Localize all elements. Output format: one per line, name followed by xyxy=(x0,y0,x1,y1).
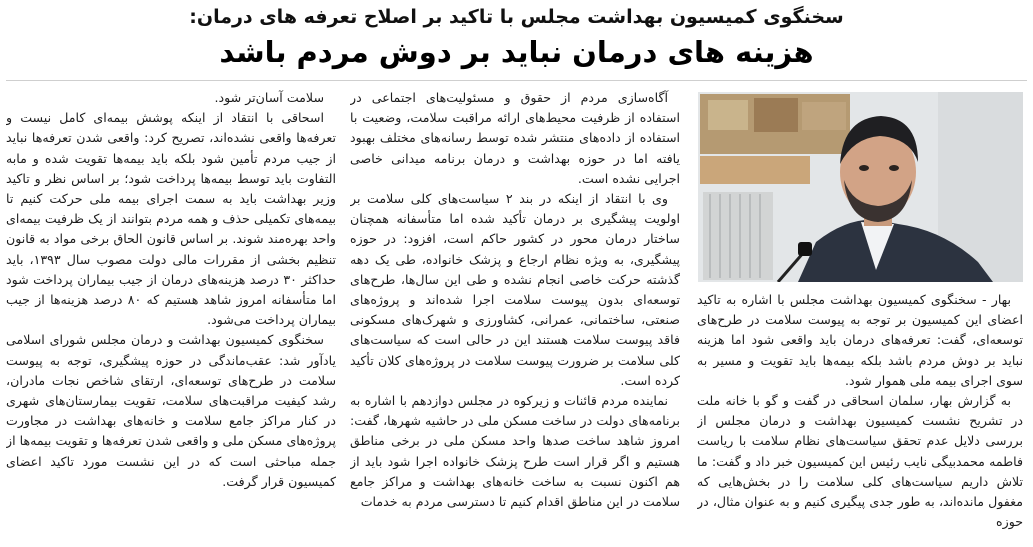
paragraph: به گزارش بهار، سلمان اسحاقی در گفت و گو با خانه ملت در تشریح نشست کمیسیون بهداشت و درمان مجلس از بررسی دلایل عدم تحقق سیاست‌های نظام سلامت با ریاست فاطمه محمدبیگی نایب رئیس این کمیسیون خبر داد و گفت: ما تلاش داریم سیاست‌های کلی سلامت را در بخش‌هایی که مغفول مانده‌اند، به طور جدی پیگیری کنیم و به عنوان مثال، در حوزه xyxy=(697,393,1023,530)
headline-divider xyxy=(6,80,1027,81)
paragraph: سخنگوی کمیسیون بهداشت و درمان مجلس شورای اسلامی یادآور شد: عقب‌ماندگی در حوزه پیشگیری، توجه به پیوست سلامت در طرح‌های توسعه‌ای، ارتقای شاخص نجات مادران، رشد کیفیت مراقبت‌های سلامت، تقویت بیمارستان‌های شهری در کنار مراکز جامع سلامت و خانه‌های بهداشت در مجاورت پروژه‌های مسکن ملی و واقعی شدن تعرفه‌ها و تقویت بیمه‌ها از جمله مباحثی است که در این نشست مورد تاکید اعضای کمیسیون قرار گرفت. xyxy=(6,332,336,489)
article-headline: هزینه های درمان نباید بر دوش مردم باشد xyxy=(219,35,814,69)
paragraph: سلامت آسان‌تر شود. xyxy=(214,90,324,105)
article-photo xyxy=(698,92,1023,282)
paragraph: اسحاقی با انتقاد از اینکه پوشش بیمه‌ای کامل نیست و تعرفه‌ها واقعی نشده‌اند، تصریح کرد: واقعی شدن تعرفه‌ها نباید از جیب مردم تأمین شود بلکه باید بیمه‌ها تقویت شده و مابه التفاوت باید توسط بیمه‌ها پرداخت شود؛ بر اساس نظر و تاکید وزیر بهداشت باید به سمت اجرای بیمه ملی حرکت کنیم تا بیمه‌های تکمیلی حذف و همه مردم بتوانند از یک ظرفیت بیمه‌ای واحد بهره‌مند شوند. بر اساس قانون الحاق برخی مواد به قانون تنظیم بخشی از مقررات مالی دولت مصوب سال ۱۳۹۳، باید حداکثر ۳۰ درصد هزینه‌های درمان از جیب بیماران پرداخت شود اما متأسفانه امروز شاهد هستیم که ۸۰ درصد هزینه‌ها از جیب بیماران پرداخت می‌شود. xyxy=(6,110,336,328)
article-kicker: سخنگوی کمیسیون بهداشت مجلس با تاکید بر اصلاح تعرفه های درمان: xyxy=(189,6,844,28)
paragraph: آگاه‌سازی مردم از حقوق و مسئولیت‌های اجتماعی در استفاده از ظرفیت محیط‌های ارائه مراقبت سلامت، وضعیت با استفاده از داده‌های منتشر شده توسط رسانه‌های مختلف بهبود یافته اما در حوزه بهداشت و درمان برنامه میدانی خاصی اجرایی نشده است. xyxy=(350,90,680,186)
paragraph: وی با انتقاد از اینکه در بند ۲ سیاست‌های کلی سلامت بر اولویت پیشگیری بر درمان تأکید شده اما متأسفانه همچنان ساختار درمان محور در کشور حاکم است، افزود: در حوزه پیشگیری، به ویژه نظام ارجاع و پزشک خانواده، طی یک دهه گذشته حرکت خاصی انجام نشده و طی این سال‌ها، طرح‌های توسعه‌ای بدون پیوست سلامت اجرا شده‌اند و پروژه‌های صنعتی، ساختمانی، عمرانی، کشاورزی و شهرک‌های مسکونی فاقد پیوست سلامت هستند این در حالی است که سیاست‌های کلی سلامت بر ضرورت پیوست سلامت در پروژه‌های کلان تأکید کرده است. xyxy=(350,191,680,388)
paragraph: نماینده مردم قائنات و زیرکوه در مجلس دوازدهم با اشاره به برنامه‌های دولت در ساخت مسکن ملی در حاشیه شهرها، گفت: امروز شاهد ساخت صدها واحد مسکن ملی در برخی مناطق هستیم و اگر قرار است طرح پزشک خانواده اجرا شود باید از هم اکنون نسبت به ساخت خانه‌های بهداشت و مراکز جامع سلامت در این مناطق اقدام کنیم تا دسترسی مردم به خدمات xyxy=(350,393,680,510)
article-column-left xyxy=(6,88,336,543)
speaker-photo-illustration xyxy=(698,92,1023,282)
article-column-right xyxy=(697,290,1023,545)
article-column-middle xyxy=(350,88,680,543)
paragraph: بهار - سخنگوی کمیسیون بهداشت مجلس با اشاره به تاکید اعضای این کمیسیون بر توجه به پیوست سلامت در طرح‌های توسعه‌ای، گفت: تعرفه‌های درمان باید واقعی شود اما هزینه نباید بر دوش مردم باشد بلکه بیمه‌ها باید تقویت و مسیر به سوی اجرای بیمه ملی هموار شود. xyxy=(697,292,1023,388)
